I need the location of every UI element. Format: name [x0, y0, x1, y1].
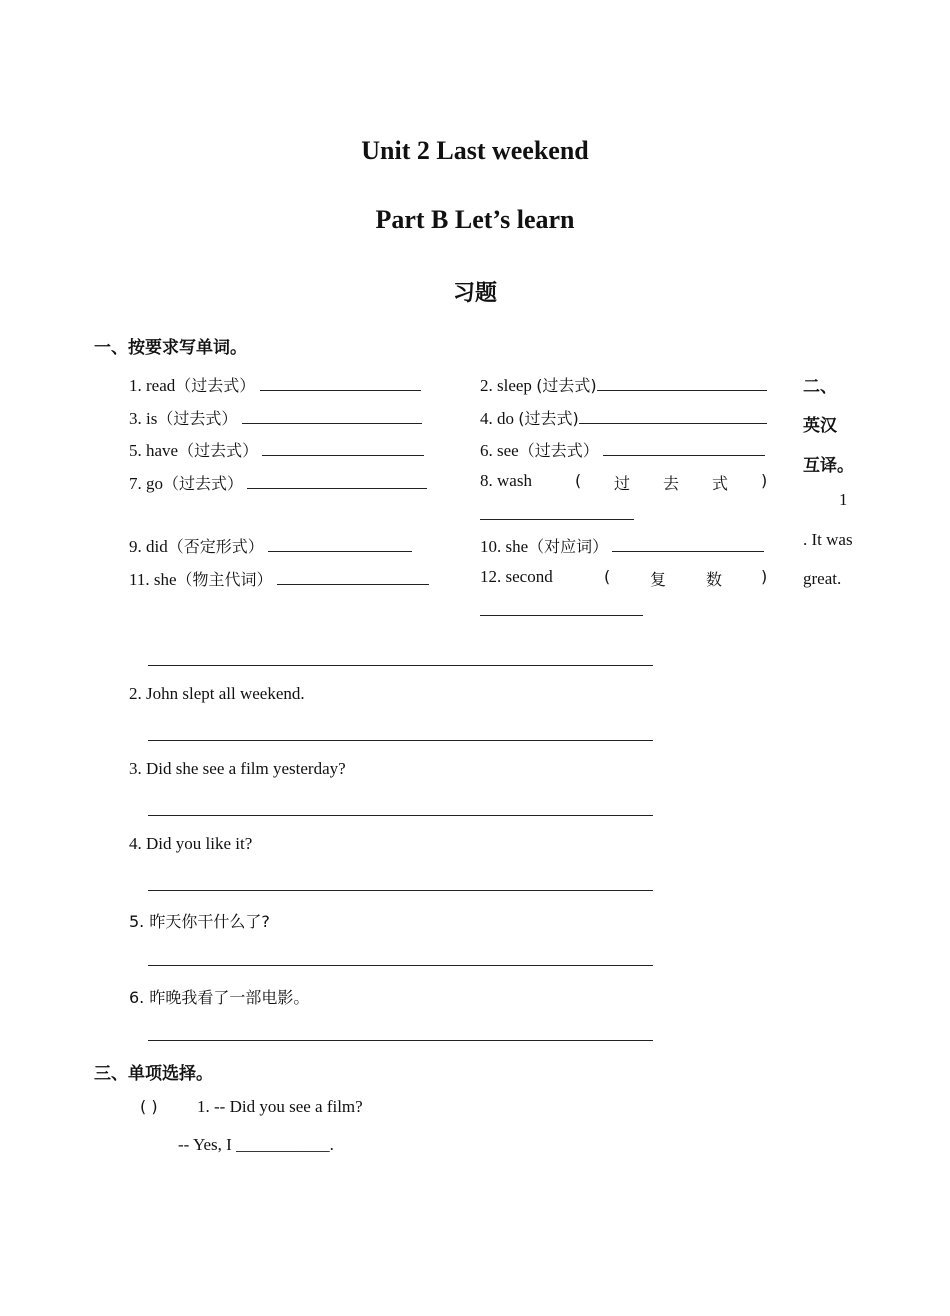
translate-item-4: 4. Did you like it? [129, 834, 253, 853]
answer-blank[interactable] [597, 374, 767, 391]
answer-blank[interactable] [260, 374, 421, 391]
word-item-1: 1. read（过去式） [129, 373, 421, 396]
answer-blank[interactable] [603, 439, 765, 456]
hint-char: ) [761, 471, 768, 490]
page-subtitle: Part B Let’s learn [375, 205, 575, 234]
answer-blank[interactable] [480, 615, 643, 616]
section-2-heading-part: 互译。 [803, 456, 854, 476]
hint-char: ) [761, 567, 768, 586]
answer-line[interactable] [148, 740, 653, 741]
answer-line[interactable] [148, 890, 653, 891]
answer-parentheses[interactable]: ( ) [140, 1097, 158, 1116]
hint-char: 式 [712, 474, 729, 493]
choice-question-1-answer: -- Yes, I ___________. [178, 1135, 334, 1154]
word-item-2: 2. sleep (过去式) [480, 373, 767, 396]
word-item-9: 9. did（否定形式） [129, 534, 412, 557]
translate-item-3: 3. Did she see a film yesterday? [129, 759, 346, 778]
answer-line[interactable] [148, 665, 653, 666]
word-item-7: 7. go（过去式） [129, 471, 427, 494]
translate-item-5: 5. 昨天你干什么了? [129, 912, 270, 931]
word-item-10: 10. she（对应词） [480, 534, 764, 557]
hint-char: 复 [650, 570, 667, 589]
word-item-6: 6. see（过去式） [480, 438, 765, 461]
answer-line[interactable] [148, 815, 653, 816]
section-1-heading: 一、按要求写单词。 [94, 338, 247, 358]
word-item-5: 5. have（过去式） [129, 438, 424, 461]
answer-blank[interactable] [277, 568, 429, 585]
section-2-heading-part: 二、 [803, 377, 837, 397]
hint-char: 数 [706, 570, 723, 589]
choice-question-1: 1. -- Did you see a film? [197, 1097, 363, 1116]
word-item-4: 4. do (过去式) [480, 406, 767, 429]
answer-blank[interactable] [612, 535, 764, 552]
word-item-12: 12. second [480, 567, 553, 586]
answer-blank[interactable] [242, 407, 422, 424]
translate-item-1-text: . It was [803, 530, 853, 549]
hint-char: 过 [614, 474, 631, 493]
answer-blank[interactable] [247, 472, 427, 489]
answer-blank[interactable] [480, 519, 634, 520]
exercise-label: 习题 [452, 281, 497, 306]
answer-line[interactable] [148, 1040, 653, 1041]
translate-item-1-num: 1 [839, 490, 848, 509]
hint-char: ( [604, 567, 611, 586]
translate-item-1-text: great. [803, 569, 842, 588]
section-2-heading-part: 英汉 [803, 416, 837, 436]
translate-item-2: 2. John slept all weekend. [129, 684, 305, 703]
word-item-8: 8. wash [480, 471, 532, 490]
section-3-heading: 三、单项选择。 [94, 1064, 213, 1084]
answer-line[interactable] [148, 965, 653, 966]
hint-char: ( [575, 471, 582, 490]
translate-item-6: 6. 昨晚我看了一部电影。 [129, 988, 310, 1007]
word-item-3: 3. is（过去式） [129, 406, 422, 429]
word-item-11: 11. she（物主代词） [129, 567, 429, 590]
page-title: Unit 2 Last weekend [361, 136, 589, 165]
hint-char: 去 [663, 474, 680, 493]
answer-blank[interactable] [268, 535, 412, 552]
answer-blank[interactable] [262, 439, 424, 456]
answer-blank[interactable] [579, 407, 767, 424]
